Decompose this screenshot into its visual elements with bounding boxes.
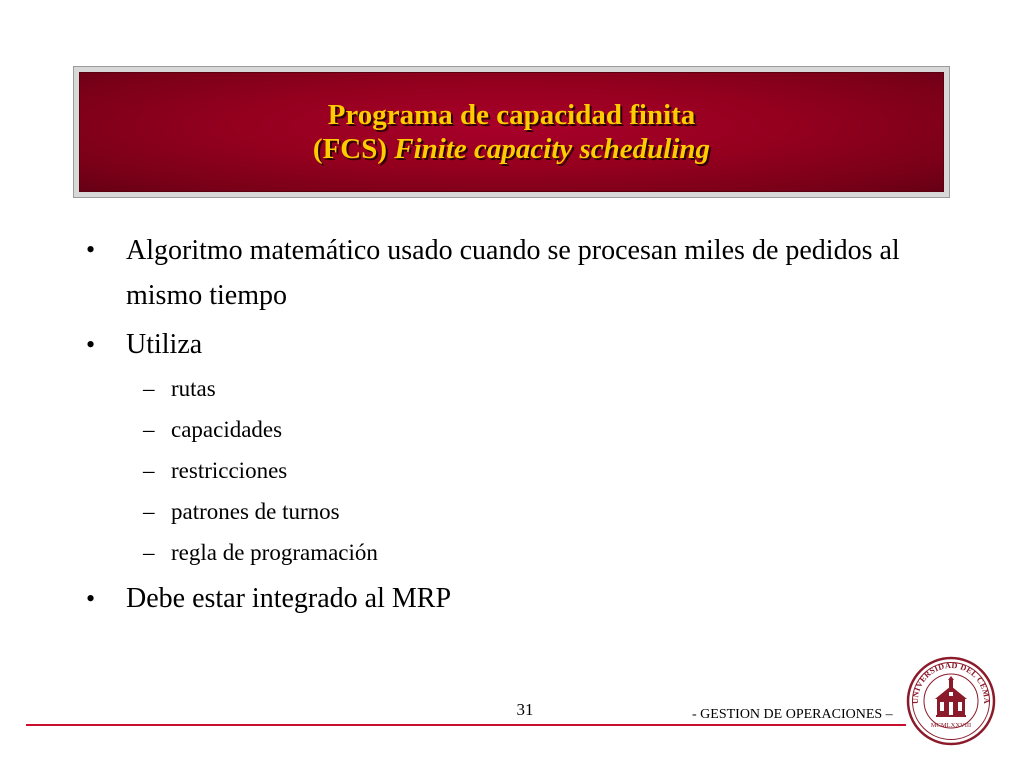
title-acronym: (FCS) bbox=[312, 133, 388, 165]
bullet-marker: • bbox=[86, 584, 96, 613]
bullet-text: Utiliza bbox=[126, 329, 203, 360]
sub-bullet-text: rutas bbox=[171, 376, 216, 401]
sub-bullet-text: patrones de turnos bbox=[171, 499, 340, 524]
bullet-list bbox=[86, 228, 946, 621]
footer-course-label: - GESTION DE OPERACIONES – bbox=[692, 707, 893, 722]
footer-rule bbox=[26, 724, 906, 726]
dash-marker: – bbox=[143, 499, 155, 524]
dash-marker: – bbox=[143, 376, 155, 401]
dash-marker: – bbox=[143, 417, 155, 442]
title-banner bbox=[79, 72, 944, 192]
page-number: 31 bbox=[516, 700, 534, 719]
sub-bullet-text: capacidades bbox=[171, 417, 283, 442]
dash-marker: – bbox=[143, 540, 155, 565]
slide-title-line-1: Programa de capacidad finita bbox=[327, 99, 696, 131]
bullet-text: Debe estar integrado al MRP bbox=[126, 583, 452, 614]
seal-top-text: UNIVERSIDAD DEL CEMA bbox=[910, 660, 992, 704]
sub-bullet-item bbox=[86, 450, 946, 491]
sub-bullet-item bbox=[86, 368, 946, 409]
university-seal-icon bbox=[906, 656, 996, 746]
sub-bullet-text: restricciones bbox=[171, 458, 288, 483]
sub-bullet-item bbox=[86, 532, 946, 573]
sub-bullet-item bbox=[86, 409, 946, 450]
sub-bullet-text: regla de programación bbox=[171, 540, 378, 565]
bullet-marker: • bbox=[86, 330, 96, 359]
dash-marker: – bbox=[143, 458, 155, 483]
title-banner-frame bbox=[73, 66, 950, 198]
bullet-item bbox=[86, 323, 946, 367]
bullet-item bbox=[86, 228, 946, 318]
slide-title-line-2 bbox=[313, 132, 710, 166]
title-english: Finite capacity scheduling bbox=[394, 133, 711, 165]
bullet-marker: • bbox=[86, 235, 96, 264]
sub-bullet-list bbox=[86, 368, 946, 573]
bullet-text: Algoritmo matemático usado cuando se procesan miles de pedidos al mismo tiempo bbox=[126, 235, 900, 311]
bullet-item bbox=[86, 577, 946, 621]
seal-bottom-text: MCMLXXVIII bbox=[930, 722, 972, 729]
sub-bullet-item bbox=[86, 491, 946, 532]
